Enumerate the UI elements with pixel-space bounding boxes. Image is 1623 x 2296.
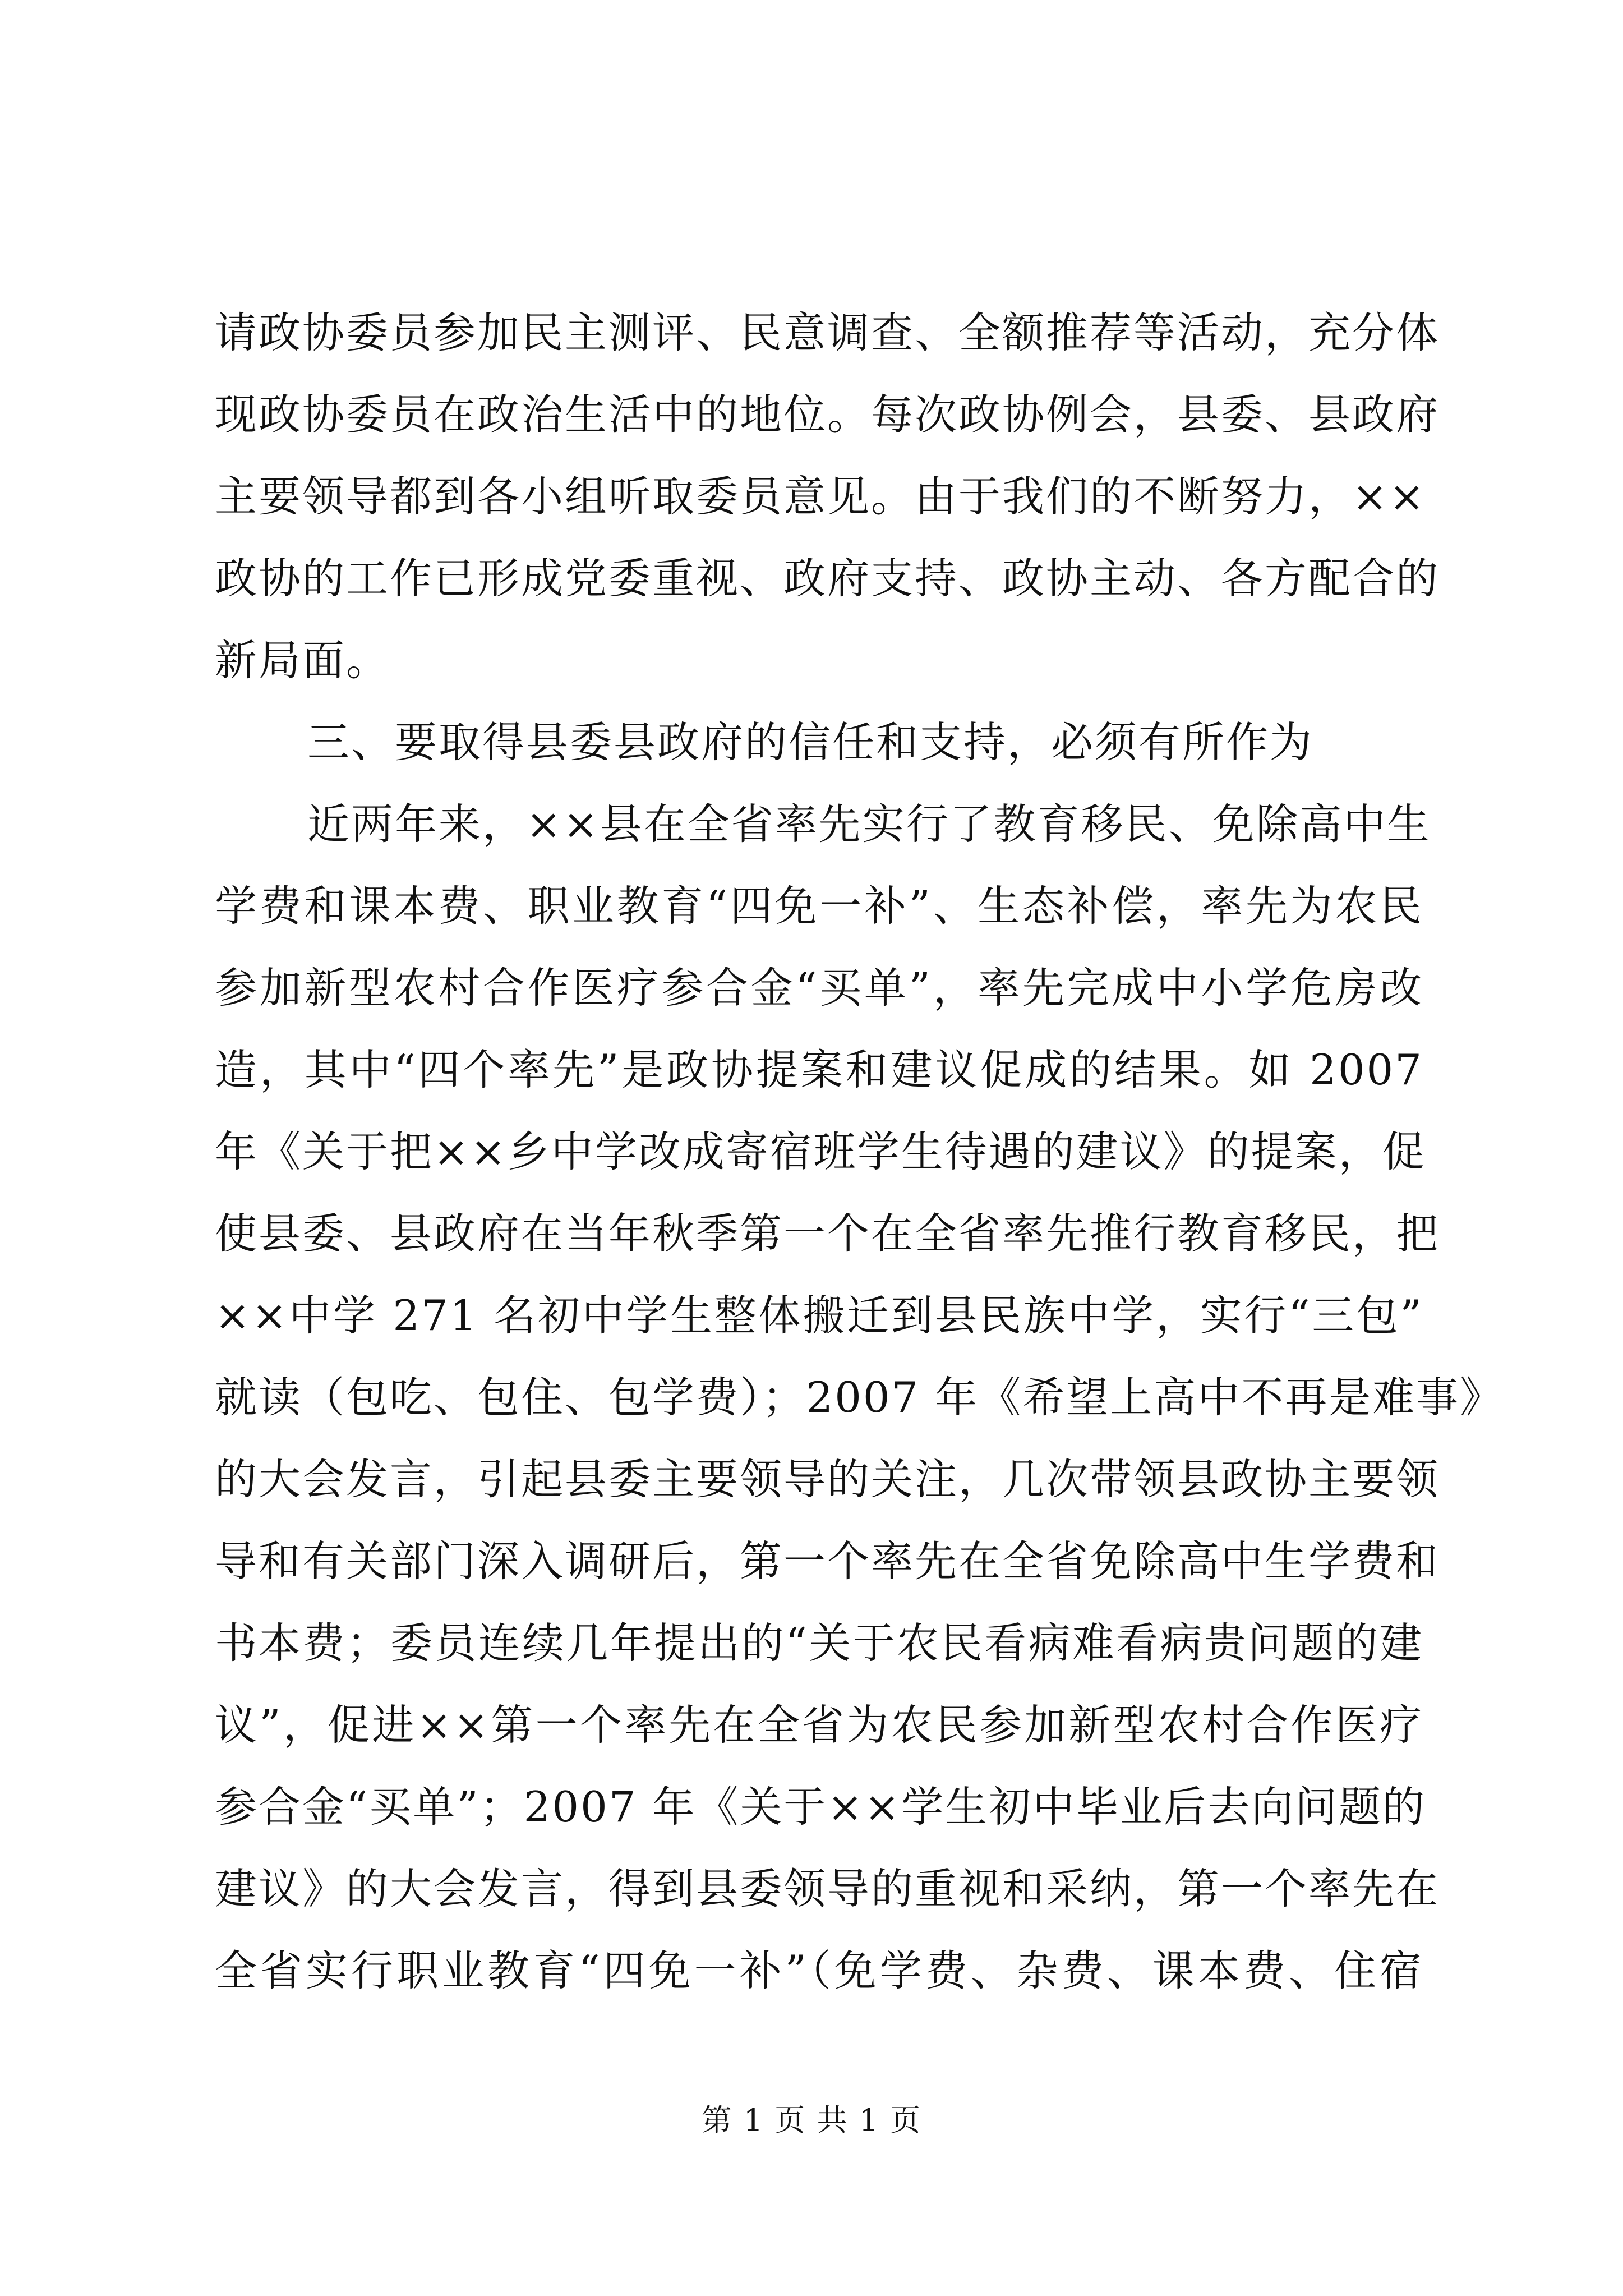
text-line: 议”，促进××第一个率先在全省为农民参加新型农村合作医疗 [215, 1700, 1423, 1750]
text-line: 就读（包吃、包住、包学费）；2007 年《希望上高中不再是难事》 [215, 1373, 1504, 1422]
text-line: 导和有关部门深入调研后，第一个率先在全省免除高中生学费和 [215, 1536, 1440, 1586]
page-footer [0, 2101, 1623, 2140]
text-line: ××中学 271 名初中学生整体搬迁到县民族中学，实行“三包” [215, 1291, 1423, 1340]
text-line: 主要领导都到各小组听取委员意见。由于我们的不断努力，×× [215, 472, 1426, 521]
text-line: 全省实行职业教育“四免一补”（免学费、杂费、课本费、住宿 [215, 1946, 1423, 1995]
text-line: 年《关于把××乡中学改成寄宿班学生待遇的建议》的提案，促 [215, 1127, 1426, 1176]
section-heading: 三、要取得县委县政府的信任和支持，必须有所作为 [307, 717, 1314, 767]
text-line: 参合金“买单”；2007 年《关于××学生初中毕业后去向问题的 [215, 1782, 1427, 1832]
text-line: 政协的工作已形成党委重视、政府支持、政协主动、各方配合的 [215, 554, 1440, 603]
text-line: 学费和课本费、职业教育“四免一补”、生态补偿，率先为农民 [215, 881, 1423, 931]
text-line: 书本费；委员连续几年提出的“关于农民看病难看病贵问题的建 [215, 1618, 1423, 1668]
text-line: 近两年来，××县在全省率先实行了教育移民、免除高中生 [307, 799, 1431, 849]
text-line: 建议》的大会发言，得到县委领导的重视和采纳，第一个率先在 [215, 1864, 1440, 1913]
text-line: 请政协委员参加民主测评、民意调查、全额推荐等活动，充分体 [215, 308, 1440, 357]
text-line: 使县委、县政府在当年秋季第一个在全省率先推行教育移民，把 [215, 1209, 1440, 1258]
text-line: 新局面。 [215, 636, 390, 685]
text-line: 的大会发言，引起县委主要领导的关注，几次带领县政协主要领 [215, 1455, 1440, 1504]
text-line: 参加新型农村合作医疗参合金“买单”，率先完成中小学危房改 [215, 963, 1423, 1013]
text-line: 现政协委员在政治生活中的地位。每次政协例会，县委、县政府 [215, 390, 1440, 439]
page-number-label: 第 1 页 共 1 页 [701, 2102, 922, 2138]
document-body [215, 292, 1504, 2012]
text-line: 造，其中“四个率先”是政协提案和建议促成的结果。如 2007 [215, 1045, 1423, 1094]
